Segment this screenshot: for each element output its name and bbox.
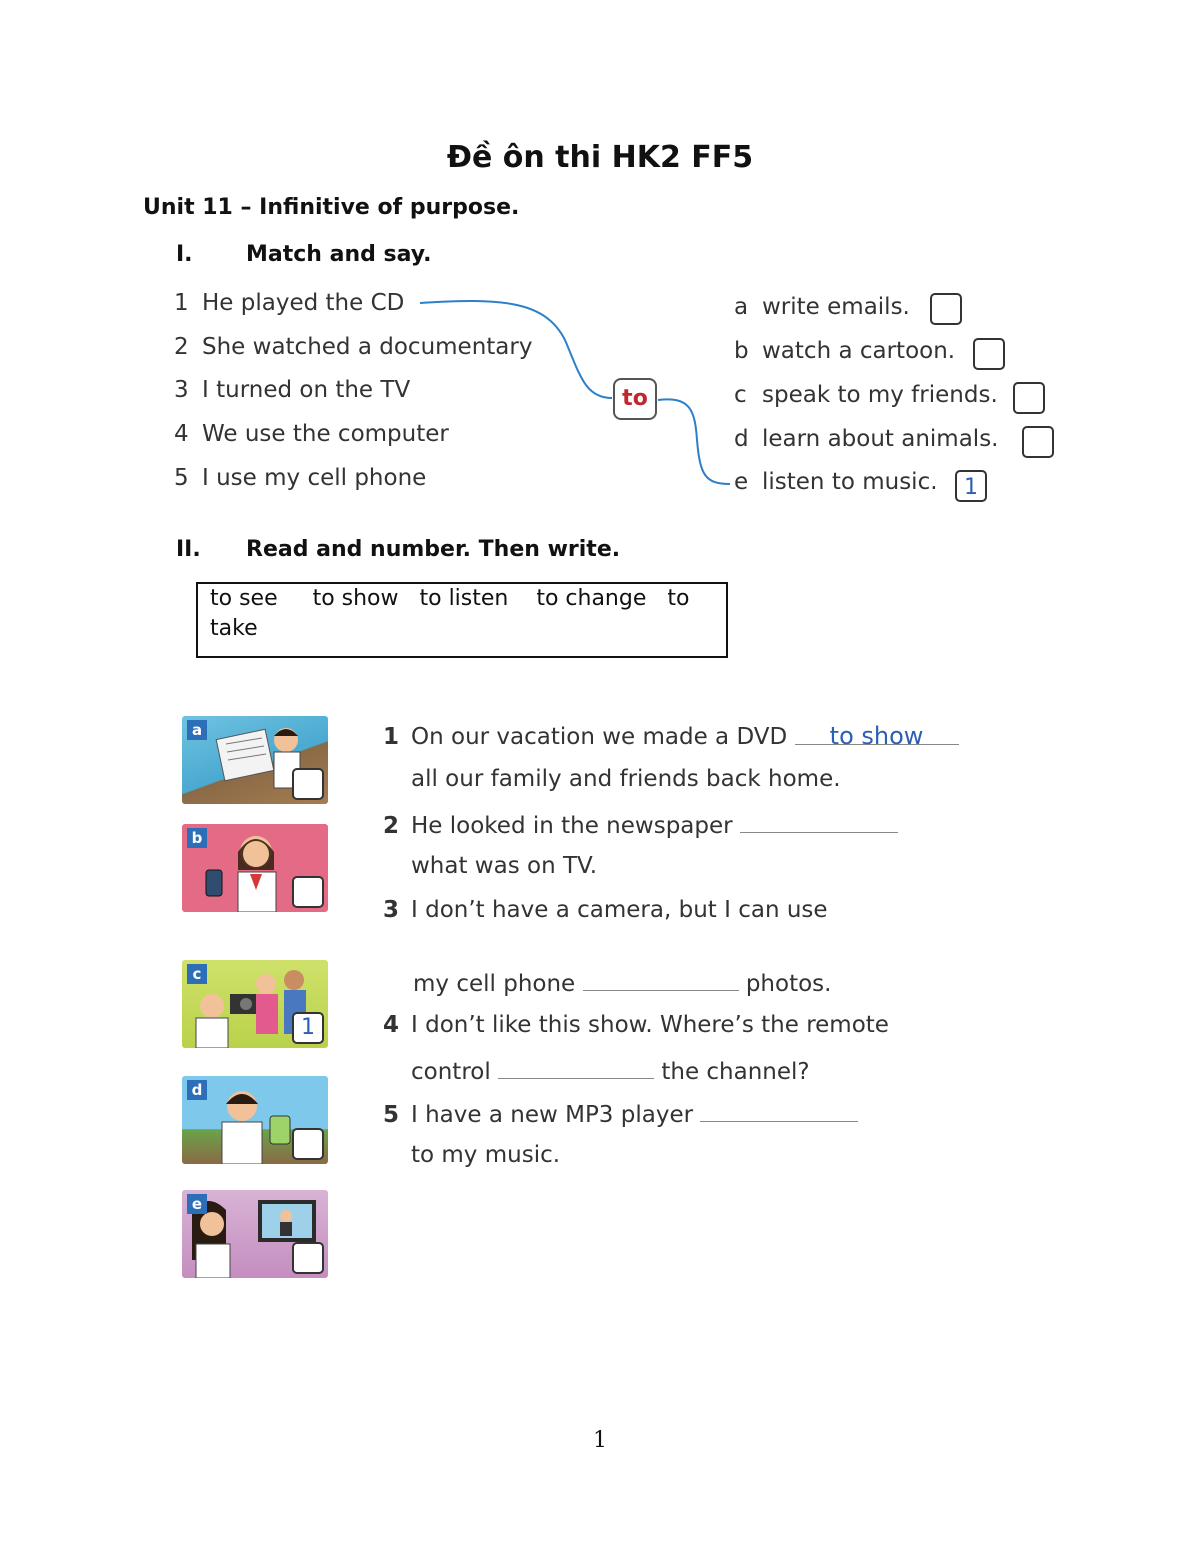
answer-box-a[interactable] [930, 293, 962, 325]
answer-box-c[interactable] [1013, 382, 1045, 414]
match-right-text: write emails. [762, 294, 910, 320]
picture-answer-box[interactable] [292, 768, 324, 800]
section-1-title: Match and say. [246, 242, 432, 267]
picture-c-camera [182, 960, 328, 1048]
exercise-3-line-2 [413, 968, 831, 997]
match-right-a [734, 294, 910, 320]
picture-label: b [187, 828, 207, 848]
match-connector-lines [0, 0, 1200, 560]
match-left-text: I use my cell phone [202, 465, 427, 491]
exercise-2-line-1 [383, 810, 898, 839]
answer-box-b[interactable] [973, 338, 1005, 370]
exercise-2-line-2: what was on TV. [411, 853, 598, 879]
match-left-number: 2 [174, 334, 189, 360]
match-right-letter: b [734, 338, 749, 364]
exercise-number: 4 [383, 1012, 400, 1038]
exercise-number: 3 [383, 897, 400, 923]
exercise-text: I don’t like this show. Where’s the remote [411, 1012, 889, 1038]
picture-label: d [187, 1080, 207, 1100]
exercise-text: I don’t have a camera, but I can use [411, 897, 828, 923]
exercise-text: control [411, 1059, 491, 1085]
picture-d-mp3 [182, 1076, 328, 1164]
match-right-text: learn about animals. [762, 426, 999, 452]
connector-to-box: to [613, 378, 657, 420]
exercise-number: 5 [383, 1102, 400, 1128]
answer-blank-3[interactable] [583, 968, 739, 991]
section-2-number: II. [176, 537, 201, 562]
section-1-number: I. [176, 242, 193, 267]
match-right-text: watch a cartoon. [762, 338, 956, 364]
match-left-number: 1 [174, 290, 189, 316]
match-right-e [734, 469, 938, 495]
exercise-text: On our vacation we made a DVD [411, 724, 788, 750]
exercise-3-line-1 [383, 897, 828, 923]
exercise-5-line-2: to my music. [411, 1142, 561, 1168]
section-2-heading [176, 537, 620, 562]
exercise-text: my cell phone [413, 971, 576, 997]
section-2-title: Read and number. Then write. [246, 537, 621, 562]
exercise-text: I have a new MP3 player [411, 1102, 694, 1128]
exercise-number: 2 [383, 813, 400, 839]
exercise-1-line-1 [383, 722, 959, 750]
answer-box-d[interactable] [1022, 426, 1054, 458]
word-bank-line-2: take [210, 616, 258, 641]
match-right-letter: c [734, 382, 747, 408]
answer-blank-4[interactable] [498, 1056, 654, 1079]
exercise-5-line-1 [383, 1099, 858, 1128]
exercise-text: photos. [745, 971, 832, 997]
match-right-c [734, 382, 998, 408]
picture-answer-box[interactable]: 1 [292, 1012, 324, 1044]
answer-blank-1[interactable] [795, 722, 959, 750]
match-left-text: He played the CD [202, 290, 405, 316]
match-right-text: listen to music. [762, 469, 938, 495]
page-number: 1 [593, 1428, 607, 1453]
page-title: Đề ôn thi HK2 FF5 [446, 140, 754, 175]
picture-b-phone [182, 824, 328, 912]
match-left-number: 3 [174, 377, 189, 403]
match-right-letter: a [734, 294, 749, 320]
match-left-text: I turned on the TV [202, 377, 411, 403]
exercise-text: the channel? [661, 1059, 810, 1085]
exercise-text: He looked in the newspaper [411, 813, 733, 839]
picture-a-newspaper [182, 716, 328, 804]
picture-label: a [187, 720, 207, 740]
match-left-number: 5 [174, 465, 189, 491]
picture-answer-box[interactable] [292, 1128, 324, 1160]
match-right-b [734, 338, 955, 364]
match-left-text: We use the computer [202, 421, 449, 447]
answer-blank-2[interactable] [740, 810, 898, 833]
exercise-4-line-1 [383, 1012, 889, 1038]
picture-answer-box[interactable] [292, 1242, 324, 1274]
picture-e-tv [182, 1190, 328, 1278]
match-right-text: speak to my friends. [762, 382, 998, 408]
word-bank-line-1: to see to show to listen to change to [210, 586, 690, 611]
match-right-d [734, 426, 999, 452]
match-left-text: She watched a documentary [202, 334, 533, 360]
exercise-number: 1 [383, 724, 400, 750]
exercise-4-line-2 [411, 1056, 810, 1085]
picture-answer-box[interactable] [292, 876, 324, 908]
answer-box-e[interactable]: 1 [955, 470, 987, 502]
match-right-letter: e [734, 469, 749, 495]
picture-label: e [187, 1194, 207, 1214]
exercise-1-line-2: all our family and friends back home. [411, 766, 841, 792]
word-bank-box [196, 582, 728, 658]
match-right-letter: d [734, 426, 749, 452]
picture-label: c [187, 964, 207, 984]
answer-blank-5[interactable] [700, 1099, 858, 1122]
match-left-number: 4 [174, 421, 189, 447]
filled-answer: to show [829, 722, 924, 750]
unit-heading: Unit 11 – Infinitive of purpose. [143, 195, 520, 220]
